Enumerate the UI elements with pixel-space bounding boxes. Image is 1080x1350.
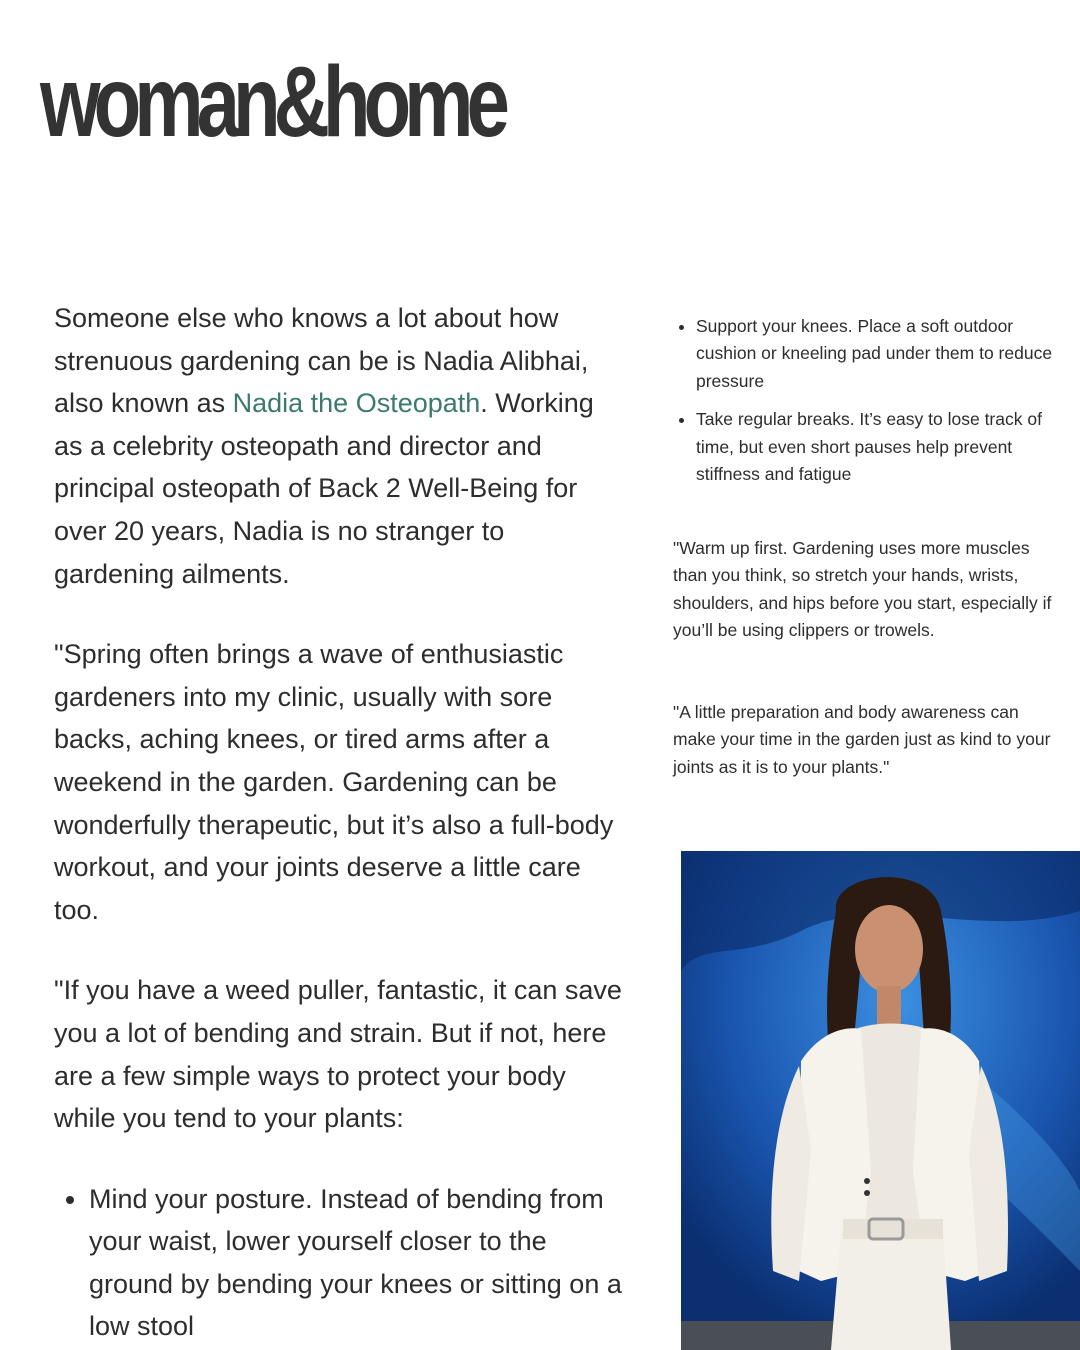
article-body-right (673, 313, 1058, 499)
quote-preparation: "A little preparation and body awareness can make your time in the garden just as kind to your joints as it is to your plants." (673, 702, 1051, 777)
tip-item-knees: • Support your knees. Place a soft outdoor cushion or kneeling pad under them to reduce pressure (696, 313, 1058, 395)
tip-item-breaks: • Take regular breaks. It’s easy to lose track of time, but even short pauses help prevent stiffness and fatigue (696, 406, 1058, 488)
tips-list-left (54, 1178, 629, 1348)
paragraph-intro: Someone else who knows a lot about how strenuous gardening can be is Nadia Alibhai, also known as Nadia the Osteopath. Working as a celebrity osteopath and director and principal osteopath of Back 2 Well-Being for over 20 years, Nadia is no stranger to gardening ailments. (54, 303, 594, 589)
tips-list-right (673, 313, 1058, 488)
paragraph-quote-spring: "Spring often brings a wave of enthusiastic gardeners into my clinic, usually with sore backs, aching knees, or tired arms after a weekend in the garden. Gardening can be wonderfully therapeutic, but it’s also a full-body workout, and your joints deserve a little care too. (54, 639, 614, 925)
nadia-osteopath-link[interactable]: Nadia the Osteopath (232, 388, 481, 419)
site-logo[interactable]: woman&home (40, 46, 503, 158)
portrait-photo (681, 851, 1080, 1350)
article-body (54, 297, 629, 1348)
tip-item-posture: • Mind your posture. Instead of bending from your waist, lower yourself closer to the ground by bending your knees or sitting on a low stool (89, 1178, 629, 1348)
quote-warm-up: "Warm up first. Gardening uses more muscles than you think, so stretch your hands, wrists, shoulders, and hips before you start, especially if you’ll be using clippers or trowels. (673, 538, 1052, 641)
paragraph-quote-weed-puller: "If you have a weed puller, fantastic, it can save you a lot of bending and strain. But if not, here are a few simple ways to protect your body while you tend to your plants: (54, 975, 622, 1134)
portrait-illustration (681, 851, 1080, 1350)
